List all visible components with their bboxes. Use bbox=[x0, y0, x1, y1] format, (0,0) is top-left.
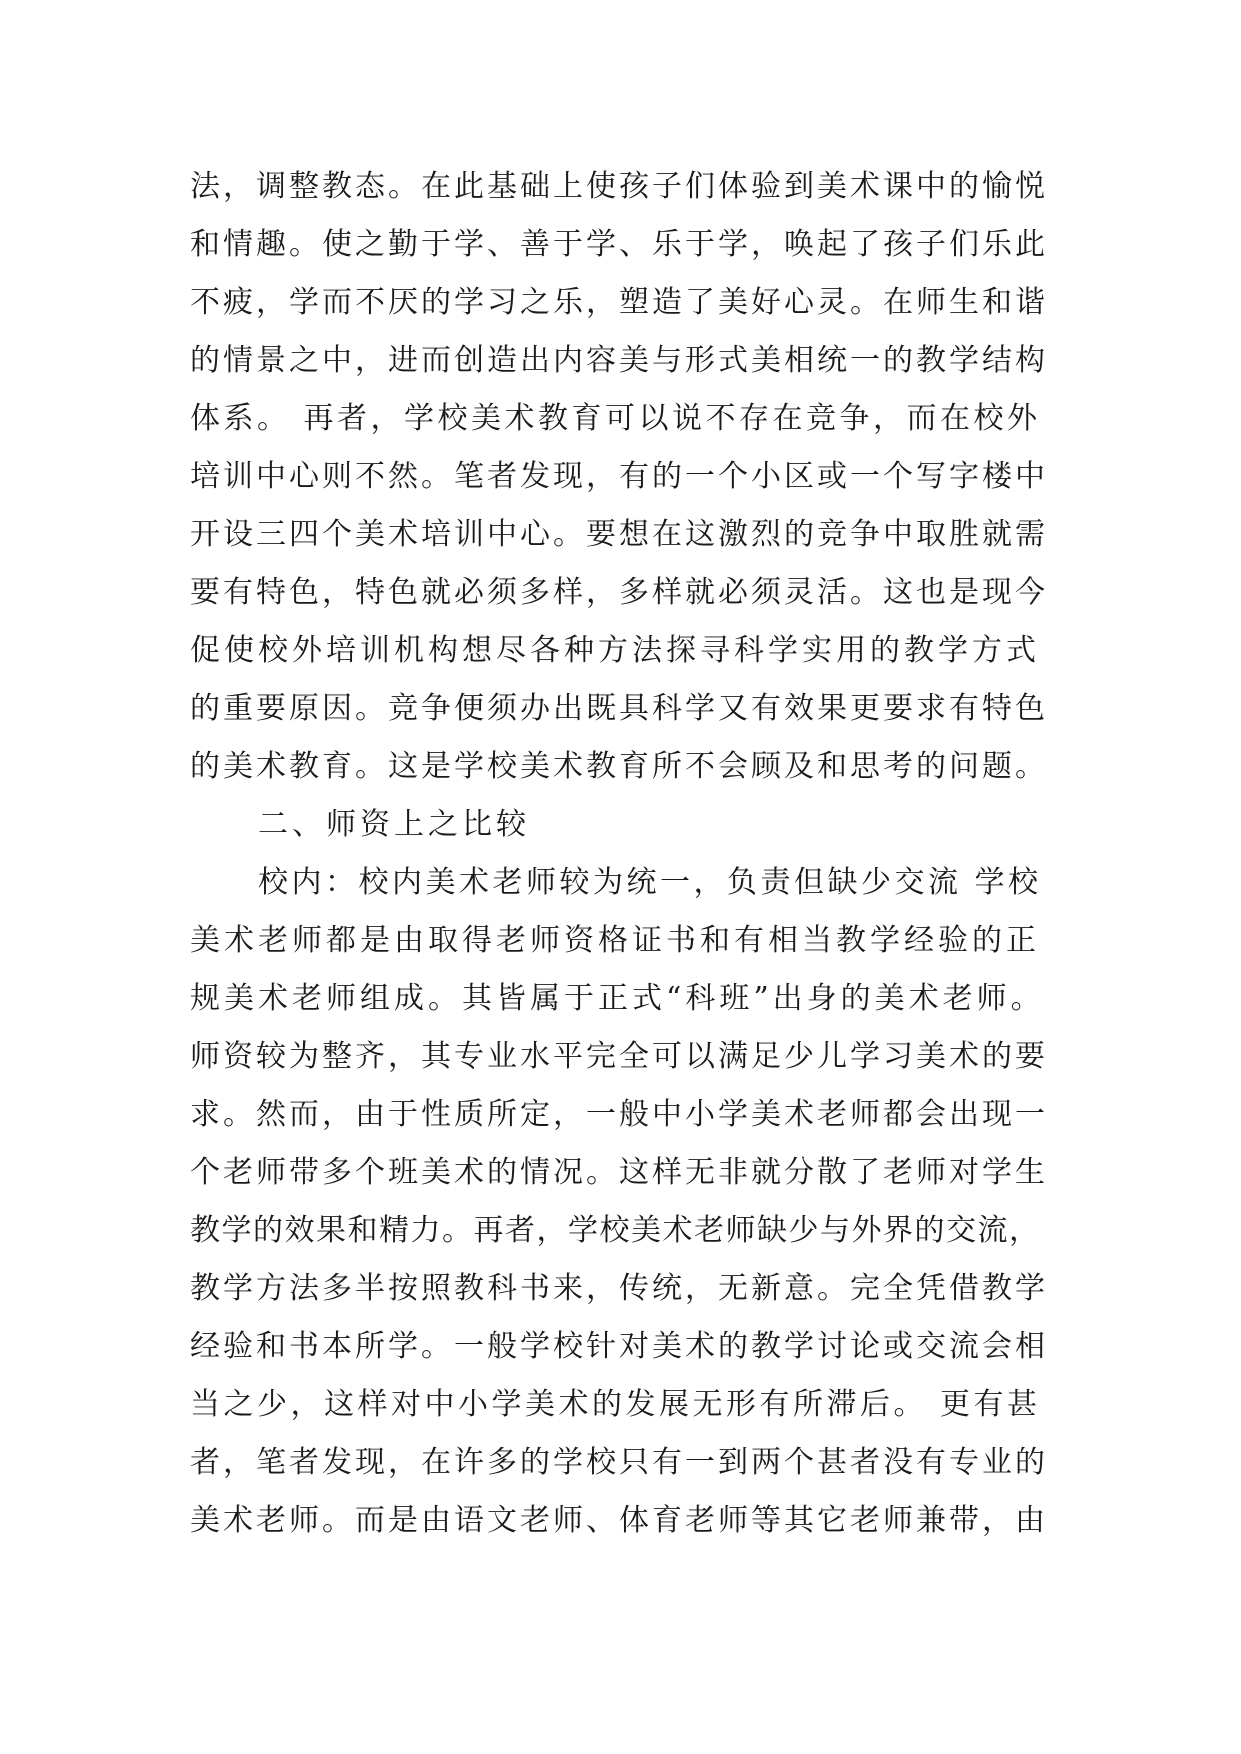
text-line: 校内：校内美术老师较为统一，负责但缺少交流 学校 bbox=[258, 865, 1042, 900]
text-line: 要有特色，特色就必须多样，多样就必须灵活。这也是现今 bbox=[190, 575, 1048, 610]
text-line: 培训中心则不然。笔者发现，有的一个小区或一个写字楼中 bbox=[190, 459, 1048, 494]
text-line: 教学的效果和精力。再者，学校美术老师缺少与外界的交流， bbox=[190, 1213, 1041, 1248]
text-line: 的重要原因。竞争便须办出既具科学又有效果更要求有特色 bbox=[190, 691, 1048, 726]
text-line: 促使校外培训机构想尽各种方法探寻科学实用的教学方式 bbox=[190, 633, 1040, 668]
text-line: 美术老师。而是由语文老师、体育老师等其它老师兼带，由 bbox=[190, 1503, 1048, 1538]
text-line: 个老师带多个班美术的情况。这样无非就分散了老师对学生 bbox=[190, 1155, 1048, 1190]
text-line: 和情趣。使之勤于学、善于学、乐于学，唤起了孩子们乐此 bbox=[190, 227, 1048, 262]
text-line: 法，调整教态。在此基础上使孩子们体验到美术课中的愉悦 bbox=[190, 169, 1048, 204]
section-heading: 二、师资上之比较 bbox=[258, 807, 530, 842]
text-line: 的情景之中，进而创造出内容美与形式美相统一的教学结构 bbox=[190, 343, 1048, 378]
body-text bbox=[190, 158, 1050, 1550]
text-line: 者，笔者发现，在许多的学校只有一到两个甚者没有专业的 bbox=[190, 1445, 1048, 1480]
text-line: 经验和书本所学。一般学校针对美术的教学讨论或交流会相 bbox=[190, 1329, 1048, 1364]
text-line: 当之少，这样对中小学美术的发展无形有所滞后。 更有甚 bbox=[190, 1387, 1041, 1422]
text-line: 的美术教育。这是学校美术教育所不会顾及和思考的问题。 bbox=[190, 749, 1048, 784]
text-line: 美术老师都是由取得老师资格证书和有相当教学经验的正 bbox=[190, 923, 1040, 958]
text-line: 教学方法多半按照教科书来，传统，无新意。完全凭借教学 bbox=[190, 1271, 1048, 1306]
text-line: 体系。 再者，学校美术教育可以说不存在竞争，而在校外 bbox=[190, 401, 1041, 436]
text-line: 不疲，学而不厌的学习之乐，塑造了美好心灵。在师生和谐 bbox=[190, 285, 1048, 320]
text-line: 求。然而，由于性质所定，一般中小学美术老师都会出现一 bbox=[190, 1097, 1048, 1132]
text-line: 师资较为整齐，其专业水平完全可以满足少儿学习美术的要 bbox=[190, 1039, 1048, 1074]
text-line: 开设三四个美术培训中心。要想在这激烈的竞争中取胜就需 bbox=[190, 517, 1048, 552]
text-line: 规美术老师组成。其皆属于正式“科班”出身的美术老师。 bbox=[190, 981, 1045, 1016]
